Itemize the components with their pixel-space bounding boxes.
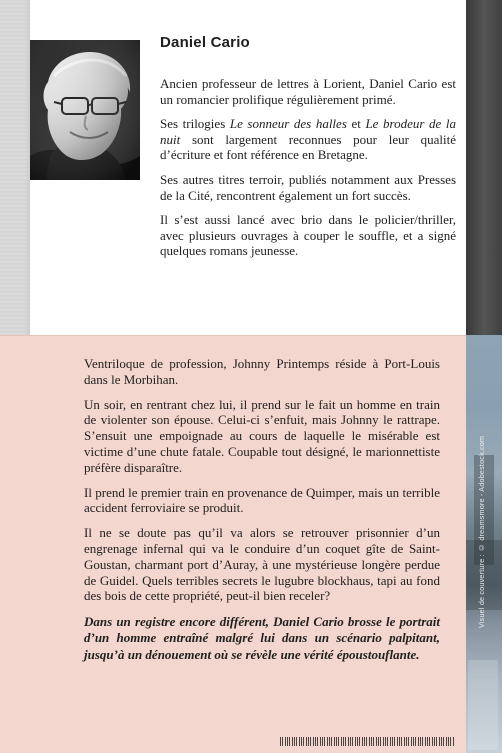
summary-paragraph-4: Il ne se doute pas qu’il va alors se retrouver prisonnier d’un engrenage infernal qui va le conduire d’un coquet gîte de Saint-Goustan, charmant port d’Auray, à une mystérieuse longère perdue de Guidel. Quels terribles secrets le lugubre blockhaus, tapi au fond des bois de cette propriété, peut-il bien receler? (84, 525, 440, 604)
author-bio (160, 76, 456, 268)
bio-p3-seg1: Ses autres titres terroir, publiés notamment aux Presses de la Cité, rencontrent également un fort succès. (160, 171, 456, 203)
bio-paragraph-1 (160, 76, 456, 107)
barcode-crop (280, 746, 455, 753)
book-summary (84, 356, 440, 672)
bio-p2-seg1: Ses trilogies (160, 116, 230, 132)
bio-p2-title-2: Le brodeur de la nuit (160, 116, 456, 147)
author-name: Daniel Cario (160, 34, 250, 51)
bio-p2-title-1: Le sonneur des halles (229, 116, 347, 132)
bio-paragraph-2 (160, 116, 456, 163)
bio-p2-seg3: et (346, 116, 366, 132)
summary-blurb: Dans un registre encore différent, Daniel Cario brosse le portrait d’un homme entraîné malgré lui dans un scénario palpitant, jusqu’à un dénouement où se révèle une vérité époustouflante. (84, 614, 440, 662)
bio-paragraph-4 (160, 212, 456, 259)
summary-paragraph-1: Ventriloque de profession, Johnny Printemps réside à Port-Louis dans le Morbihan. (84, 356, 440, 387)
author-photo (30, 40, 140, 180)
bio-p1-seg1: Ancien professeur de lettres à Lorient, Daniel Cario est un romancier prolifique régulièrement primé. (160, 76, 456, 107)
right-gray-strip (466, 0, 502, 335)
bio-paragraph-3 (160, 172, 456, 203)
bio-p4-seg1: Il s’est aussi lancé avec brio dans le policier/thriller, avec plusieurs ouvrages à couper le souffle, et a signé quelques romans jeunesse. (160, 212, 456, 259)
author-portrait-illustration (30, 40, 140, 180)
bio-p2-seg5: sont largement reconnues pour leur qualité d’écriture et font référence en Bretagne. (160, 131, 456, 163)
summary-paragraph-3: Il prend le premier train en provenance de Quimper, mais un terrible accident ferroviaire se produit. (84, 484, 440, 516)
photo-detail-3 (468, 660, 498, 750)
summary-paragraph-2: Un soir, en rentrant chez lui, il prend sur le fait un homme en train de violenter son épouse. Celui-ci s’enfuit, mais Johnny le rattrape. S’ensuit une empoignade au cours de laquelle le misérable est victime d’une chute fatale. Coupable tout désigné, le marionnettiste préfère disparaître. (84, 396, 440, 475)
right-gray-strip-shade (466, 0, 502, 335)
cover-credit: Visuel de couverture : © dreamsmore - Adobestock.com (477, 435, 486, 628)
